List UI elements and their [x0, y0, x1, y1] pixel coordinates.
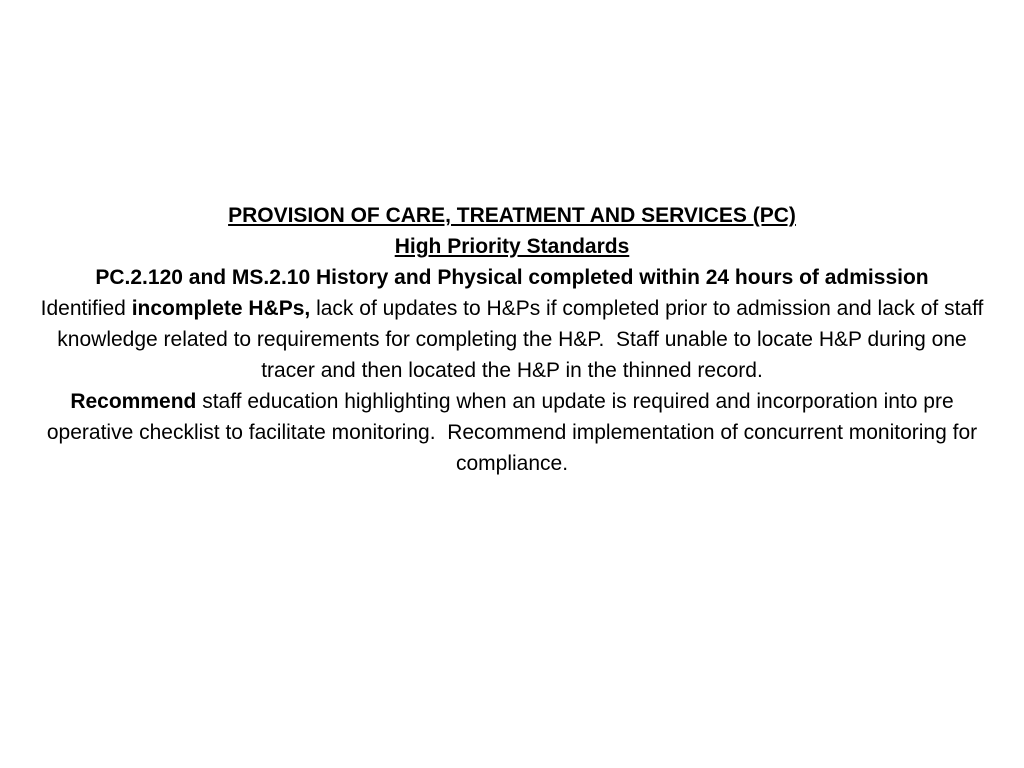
finding-text: lack of updates to H&Ps if completed prior to admission and lack of staff knowledge related to requirements for completing the H&P. Staff unable to locate H&P during one tracer and then located the H&P in the thinned record. [57, 297, 990, 382]
finding-emphasis: incomplete H&Ps, [131, 297, 311, 320]
finding-lead: Identified [40, 297, 132, 320]
standard-title: PC.2.120 and MS.2.10 History and Physical completed within 24 hours of admission [95, 266, 929, 289]
section-subheading: High Priority Standards [394, 235, 630, 258]
finding-paragraph [40, 293, 990, 386]
slide-body [40, 200, 990, 479]
section-heading: PROVISION OF CARE, TREATMENT AND SERVICES (PC) [228, 204, 796, 227]
recommendation-emphasis: Recommend [70, 390, 197, 413]
recommendation-text: staff education highlighting when an update is required and incorporation into pre operative checklist to facilitate monitoring. Recommend implementation of concurrent monitoring for compliance. [46, 390, 983, 475]
recommendation-paragraph [40, 386, 984, 479]
